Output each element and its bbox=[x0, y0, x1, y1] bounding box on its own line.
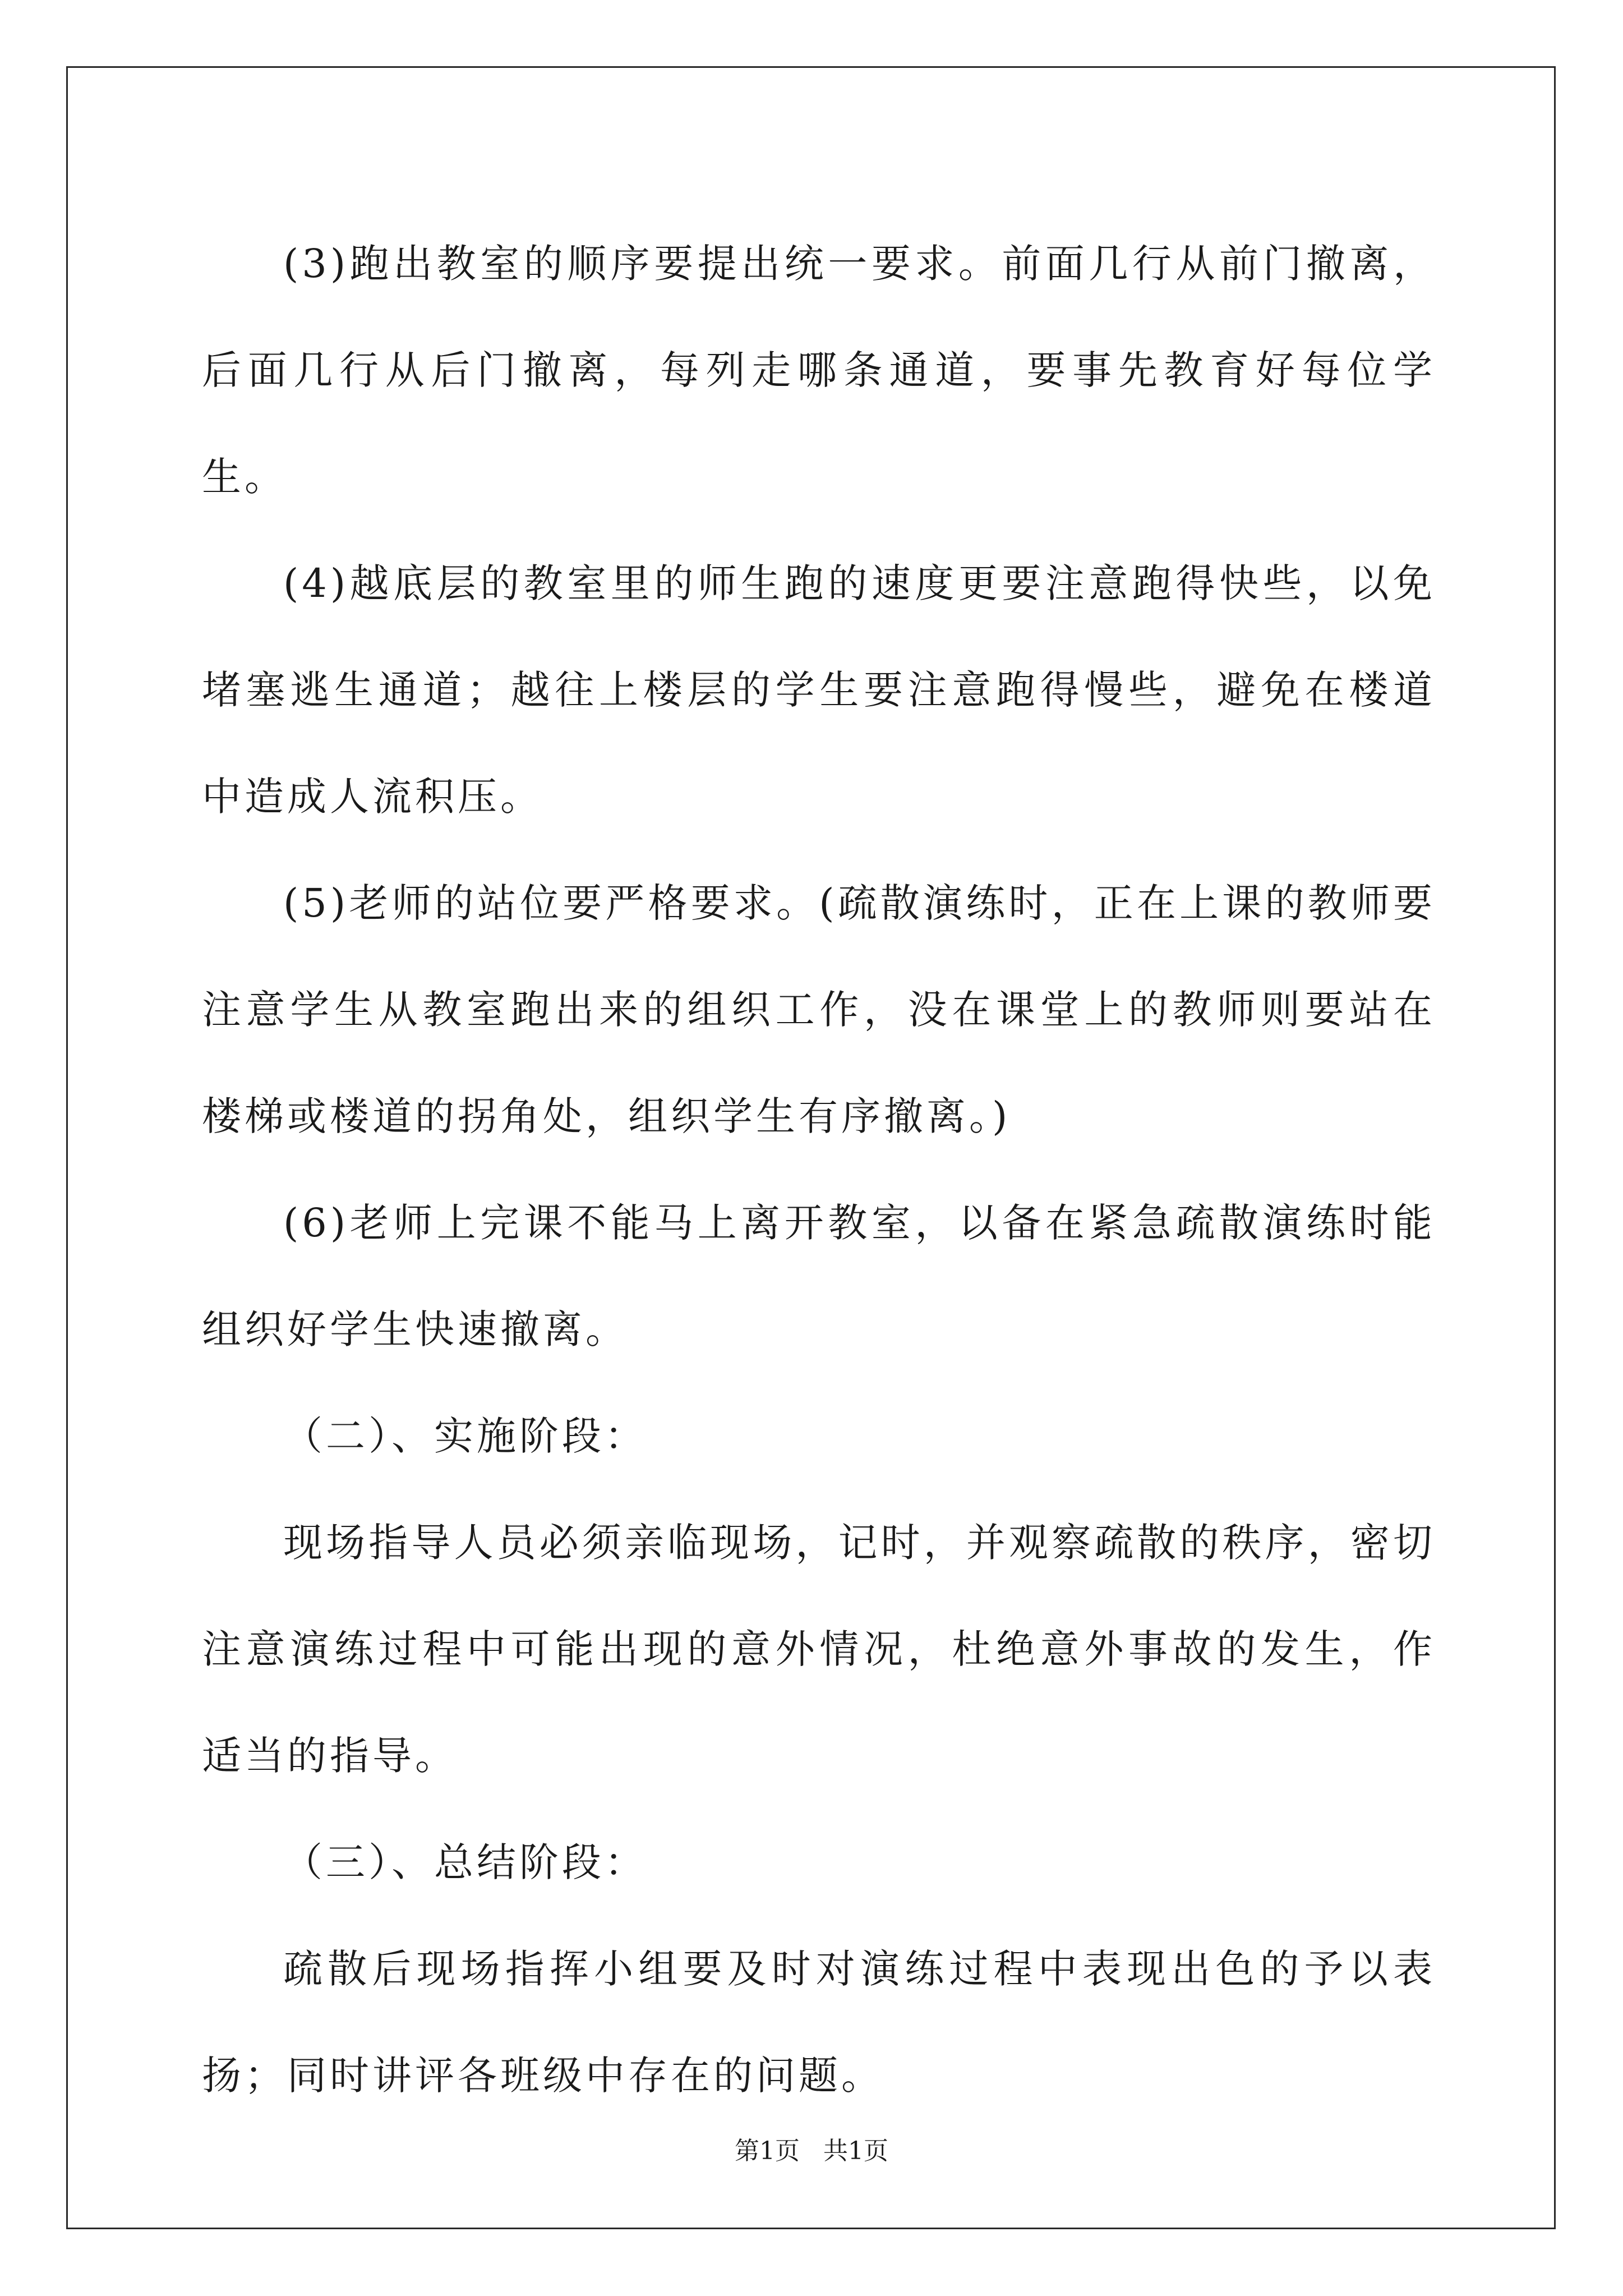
paragraph-item-6: (6)老师上完课不能马上离开教室，以备在紧急疏散演练时能组织好学生快速撤离。 bbox=[202, 1200, 1436, 1352]
document-body bbox=[202, 210, 1436, 2129]
page-number: 第1页 bbox=[735, 2137, 800, 2165]
paragraph-summary: 疏散后现场指挥小组要及时对演练过程中表现出色的予以表扬；同时讲评各班级中存在的问题。 bbox=[202, 1946, 1436, 2099]
paragraph-item-3: (3)跑出教室的顺序要提出统一要求。前面几行从前门撤离，后面几行从后门撤离，每列走哪条通道，要事先教育好每位学生。 bbox=[202, 241, 1436, 500]
paragraph-implementation: 现场指导人员必须亲临现场，记时，并观察疏散的秩序，密切注意演练过程中可能出现的意外情况，杜绝意外事故的发生，作适当的指导。 bbox=[202, 1520, 1436, 1779]
page-footer bbox=[0, 2134, 1623, 2168]
page-total: 共1页 bbox=[823, 2137, 888, 2165]
paragraph-item-5: (5)老师的站位要严格要求。(疏散演练时，正在上课的教师要注意学生从教室跑出来的组织工作，没在课堂上的教师则要站在楼梯或楼道的拐角处，组织学生有序撤离。) bbox=[202, 880, 1436, 1139]
paragraph-item-4: (4)越底层的教室里的师生跑的速度更要注意跑得快些，以免堵塞逃生通道；越往上楼层的学生要注意跑得慢些，避免在楼道中造成人流积压。 bbox=[202, 560, 1436, 820]
section-heading-summary: （三）、总结阶段： bbox=[283, 1839, 647, 1885]
section-heading-implementation: （二）、实施阶段： bbox=[283, 1413, 647, 1459]
